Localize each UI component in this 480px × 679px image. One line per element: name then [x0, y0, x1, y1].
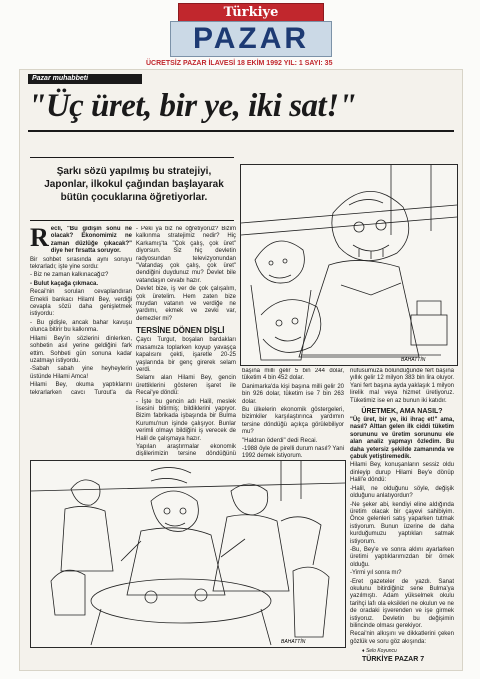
col1-paragraph: Hilami Bey'in sözlerini dinlerken, sohbetin asıl yerine geldiğini fark ettim. Sohbeti gün sonuna kadar uzatmayı istiyordu.: [30, 335, 132, 364]
page-footer: TÜRKİYE PAZAR 7: [362, 656, 425, 663]
headline-rule: [28, 130, 454, 132]
bottom-cartoon: [30, 460, 346, 648]
col1-paragraph: Recai'nin soruları cevaplandıran Emekli bankacı Hilaml Bey, verdiği cevapla sözü daha genişletmek istiyordu:: [30, 289, 132, 318]
article-column-1: [30, 226, 132, 394]
col1-paragraph: -Sabah sabah yine heyheylerin üstünde Hilami Amca!: [30, 366, 132, 380]
col4-paragraph: -Eret gazeteler de yazdı. Sanat okulunu bitirdiğiniz sene Bulma'ya yazılmıştı. Adam yükselmek okulu tarihçi lafı ola eksikleri ne okulun ve ne de oradaki işverenden ve işe girmek istiyoruz. Devletin bu değişimin bilincinde olması gerekiyor.: [350, 578, 454, 629]
col4-lead: "Üç üret, bir ye, iki ihraç et!" ama, nasıl? Alttan gelen ilk ciddi tüketim sorununu ve üretim sorununu ele alan analiz yapmayı özledim. Bu daha yetersiz şekilde zamanında ve çabuk yetiştiremedik.: [350, 417, 454, 461]
col2-paragraph: Çaycı Turgut, boşalan bardakları masamıza toplarken koyup yavaşça kapalısını çekti, işaretle 20-25 yaşlarında bir genç girerek selam verdi.: [136, 337, 236, 373]
cartoon-drawing-top: [241, 165, 457, 365]
author-credit: ♦ Selo Koyuncu: [362, 648, 397, 654]
cartoon-drawing-bottom: [31, 461, 345, 647]
col3-paragraph: Bu ülkelerin ekonomik göstergeleri, bizimkiler karşılaştırınca yardımın tersine döndüğü açıkça görülebiliyor mu?: [242, 407, 344, 436]
col4-paragraph: -Bu, Bey'e ve sonra aklını ayarlarken üretimi yaptıklarımızdan bir örnek olduğu.: [350, 546, 454, 568]
col4-paragraph: -Halil, ne olduğunu söyle, değişik olduğunu anlatıyordun?: [350, 485, 454, 500]
article-column-2: [136, 226, 236, 456]
cartoon-signature: BAHATTİN: [401, 357, 426, 363]
col2-paragraph: Selamı alan Hilami Bey, gencin ürettiklerini gösteren işaret ile Recai'ye döndü:: [136, 375, 236, 397]
col4-paragraph: Recai'nin alkışını ve dikkatlerini çeken gözlük ve soru göz akışında:: [350, 631, 454, 645]
headline: "Üç üret, bir ye, iki sat!": [28, 88, 357, 124]
col3-paragraph: Danimarka'da kişi başına milli gelir 20 bin 926 dolar, tüketim ise 7 bin 263 dolar.: [242, 383, 344, 405]
col1-paragraph: - Bu gidişle, ancak bahar kavuşu olunca bitirir bu kalkınma.: [30, 319, 132, 334]
subhead-uretmek: ÜRETMEK, AMA NASIL?: [361, 408, 443, 416]
col4-paragraph: -Yirmi yıl sonra mı?: [350, 570, 402, 577]
deck-rule-bottom: [30, 220, 234, 221]
logo-top-text: Türkiye: [178, 3, 324, 22]
col4-paragraph: Hilami Bey, konuşanların sessiz oldu dinleyip durup Hilami Bey'e dönüp Halil'e döndü:: [350, 462, 454, 484]
col4-paragraph: -Ne şeker abi, kendiyi eline aldığında üretim olacak bir çayevi sahibiyim. Önce gelenleri satış yaparken tutmak istiyorum. Bunun üzerine de daha kurduğumuzu yaptıkları satmak istiyorum.: [350, 501, 454, 545]
col1-paragraph: - Bulut kaçağa çıkmaca.: [30, 280, 99, 287]
issue-info: ÜCRETSİZ PAZAR İLAVESİ 18 EKİM 1992 YIL: 1 SAYI: 35: [146, 60, 333, 67]
col1-paragraph: - Biz ne zaman kalkınacağız?: [30, 272, 109, 279]
col1-paragraph: Bir sohbet sırasında aynı soruyu tekrarladı; işte yine sordu:: [30, 256, 132, 271]
subhead-tersine: TERSİNE DÖNEN DİŞLİ: [136, 326, 225, 336]
col3-paragraph: "Haldran öderdi" dedi Recai.: [242, 437, 318, 444]
col2-paragraph: - İşte bu gencin adı Halil, meslek lisesini bitirmiş; bildiklerini yapıyor. Bizim fabrikada işbaşında bir Bulma Kurumu'nun işinde çalışıyor. Bunlar verimli olmayı bildiğini iş verecek de Halil de çalışmaya hazır.: [136, 398, 236, 442]
col3-paragraph: başına milli gelir 5 bin 244 dolar, tüketim 4 bin 452 dolar.: [242, 368, 344, 382]
deck-rule-top: [30, 157, 234, 158]
col1-lead: ecli, "Bu gidişin sonu ne olacak? Ekonomimiz ne zaman düzlüğe çıkacak?" diye her fırsatta soruyor.: [50, 226, 132, 255]
article-column-4: [350, 368, 454, 646]
col1-paragraph: Hilami Bey, okuma yaptıklarını tekrarlarken çaycı Turgut'a da: [30, 382, 132, 394]
deck-text: Şarkı sözü yapılmış bu stratejiyi, Japonlar, ilkokul çağından başlayarak bütün çocuklarına öğretiyorlar.: [44, 166, 224, 203]
cartoon-signature: BAHATTİN: [281, 639, 306, 645]
masthead-logo: [170, 0, 330, 58]
article-column-3: [242, 368, 344, 458]
col2-paragraph: - Peki ya biz ne öğretiyoruz? Bizim kalkınma stratejimiz nedir? Hiç Karkamış'ta "Çok çalış, çok üret" diyorsun. Siz hiç devletin radyosundan televizyonundan "Vatandaş çok çalış, çok üret" dendiğini duydunuz mu? Devlet bile vatandaşın cevabı hazır.: [136, 226, 236, 284]
top-cartoon: [240, 164, 458, 366]
col4-paragraph: nüfusumuza bölündüğünde fert başına yıllık gelir 12 milyon 383 bin lira oluyor. Yani fert başına ayda yaklaşık 1 milyon lirelik mal veya hizmet üretiyoruz. Tüketimiz ise en az bunun iki katıdır.: [350, 368, 454, 404]
logo-main-text: PAZAR: [170, 21, 332, 57]
section-label: Pazar muhabbeti: [28, 74, 142, 84]
col2-paragraph: Yapılan araştırmalar ekonomik dişlilerimizin tersine döndüğünü: [136, 443, 236, 456]
drop-cap: R: [30, 226, 49, 252]
col3-paragraph: -1988 öyle de pirelli durum nasıl? Yani 1992 demek istiyorum.: [242, 446, 344, 458]
col2-paragraph: Devlet bize, iş ver de çok çalışalım, çok üretelim. Hem zaten bize muydan vatanın ve verdiğe ne yardımı, ekmek ve zevki var, demezler mi?: [136, 286, 236, 322]
